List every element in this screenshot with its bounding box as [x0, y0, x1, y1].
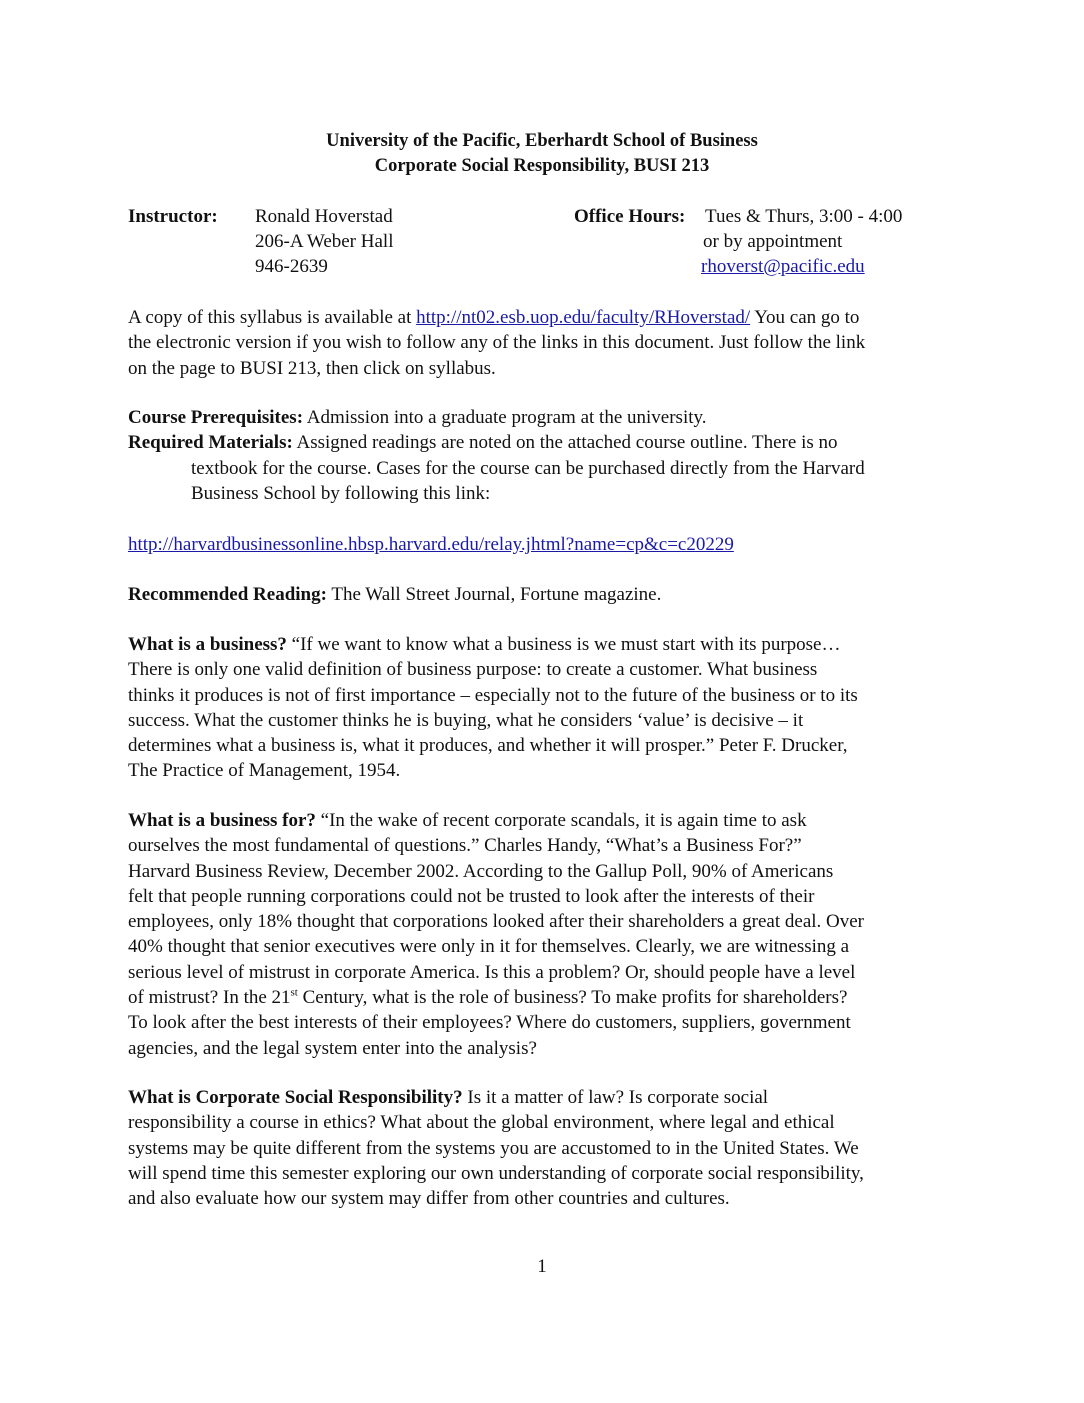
harvard-link-line[interactable] [128, 532, 734, 557]
what-is-business-label: What is a business? [128, 634, 287, 655]
prerequisites-label: Course Prerequisites: [128, 407, 304, 428]
syllabus-text-2: You can go to [750, 307, 860, 328]
page-number: 1 [537, 1256, 547, 1277]
harvard-cases-link[interactable]: http://harvardbusinessonline.hbsp.harvard.edu/relay.jhtml?name=cp&c=c20229 [128, 534, 734, 555]
syllabus-text-4: on the page to BUSI 213, then click on syllabus. [128, 357, 496, 379]
syllabus-availability-paragraph [128, 305, 968, 381]
materials-text-3: Business School by following this link: [191, 482, 491, 504]
office-hours-label: Office Hours: [574, 206, 686, 227]
paragraph-line: felt that people running corporations could not be trusted to look after the interests of their [128, 885, 815, 907]
paragraph-line: employees, only 18% thought that corporations looked after their shareholders a great deal. Over [128, 911, 865, 933]
paragraph-line: systems may be quite different from the systems you are accustomed to in the United States. We [128, 1137, 859, 1159]
syllabus-text-1: A copy of this syllabus is available at [128, 307, 417, 328]
university-title: University of the Pacific, Eberhardt School of Business [326, 131, 758, 151]
prerequisites-text: Admission into a graduate program at the university. [303, 407, 707, 428]
course-requirements [128, 405, 968, 506]
paragraph-line: responsibility a course in ethics? What about the global environment, where legal and ethical [128, 1112, 835, 1134]
instructor-office: 206-A Weber Hall [255, 231, 394, 252]
paragraph-line: Harvard Business Review, December 2002. According to the Gallup Poll, 90% of Americans [128, 860, 834, 882]
instructor-name: Ronald Hoverstad [255, 206, 393, 227]
paragraph-line: ourselves the most fundamental of questions.” Charles Handy, “What’s a Business For?” [128, 835, 802, 857]
office-hours-times: Tues & Thurs, 3:00 - 4:00 [705, 206, 903, 227]
syllabus-url-link[interactable]: http://nt02.esb.uop.edu/faculty/RHoverstad/ [416, 307, 751, 328]
business-for-paragraph [128, 808, 968, 1061]
superscript: st [290, 986, 298, 999]
paragraph-line: will spend time this semester exploring our own understanding of corporate social responsibility, [128, 1162, 864, 1184]
paragraph-line: and also evaluate how our system may differ from other countries and cultures. [128, 1188, 730, 1210]
recommended-text: The Wall Street Journal, Fortune magazine. [326, 584, 662, 605]
paragraph-line: The Practice of Management, 1954. [128, 760, 401, 782]
paragraph-line: “If we want to know what a business is we must start with its purpose… [286, 634, 841, 655]
line-text: Century, what is the role of business? To make profits for shareholders? [297, 987, 848, 1009]
paragraph-line: 40% thought that senior executives were only in it for themselves. Clearly, we are witnessing a [128, 936, 850, 958]
instructor-label: Instructor: [128, 206, 218, 227]
paragraph-line: There is only one valid definition of business purpose: to create a customer. What business [128, 659, 818, 681]
business-for-label: What is a business for? [128, 810, 316, 831]
paragraph-line: To look after the best interests of their employees? Where do customers, suppliers, government [128, 1012, 851, 1034]
materials-text-1: Assigned readings are noted on the attached course outline. There is no [292, 432, 838, 454]
recommended-reading [128, 582, 661, 607]
paragraph-line: success. What the customer thinks he is buying, what he considers ‘value’ is decisive – it [128, 709, 804, 731]
materials-label: Required Materials: [128, 432, 293, 454]
paragraph-line: thinks it produces is not of first importance – especially not to the future of the business or to its [128, 684, 858, 706]
paragraph-line: determines what a business is, what it produces, and whether it will prosper.” Peter F. Drucker, [128, 735, 848, 757]
instructor-email-link[interactable] [701, 254, 865, 279]
recommended-label: Recommended Reading: [128, 584, 327, 605]
materials-text-2: textbook for the course. Cases for the course can be purchased directly from the Harvard [191, 457, 865, 479]
course-title: Corporate Social Responsibility, BUSI 213 [374, 156, 710, 176]
email-link-text[interactable]: rhoverst@pacific.edu [701, 256, 865, 277]
csr-label: What is Corporate Social Responsibility? [128, 1087, 463, 1108]
paragraph-line: Is it a matter of law? Is corporate social [462, 1087, 769, 1108]
paragraph-line: serious level of mistrust in corporate America. Is this a problem? Or, should people have a level [128, 961, 856, 983]
instructor-phone: 946-2639 [255, 256, 328, 277]
paragraph-line: “In the wake of recent corporate scandals, it is again time to ask [315, 810, 807, 831]
office-hours-appointment: or by appointment [703, 231, 843, 252]
document-header [0, 129, 1084, 179]
csr-paragraph [128, 1085, 968, 1211]
paragraph-line [128, 985, 968, 1010]
what-is-business-paragraph [128, 632, 968, 784]
paragraph-line: agencies, and the legal system enter into the analysis? [128, 1037, 537, 1059]
line-text: of mistrust? In the 21 [128, 987, 291, 1009]
syllabus-text-3: the electronic version if you wish to follow any of the links in this document. Just follow the link [128, 332, 866, 354]
